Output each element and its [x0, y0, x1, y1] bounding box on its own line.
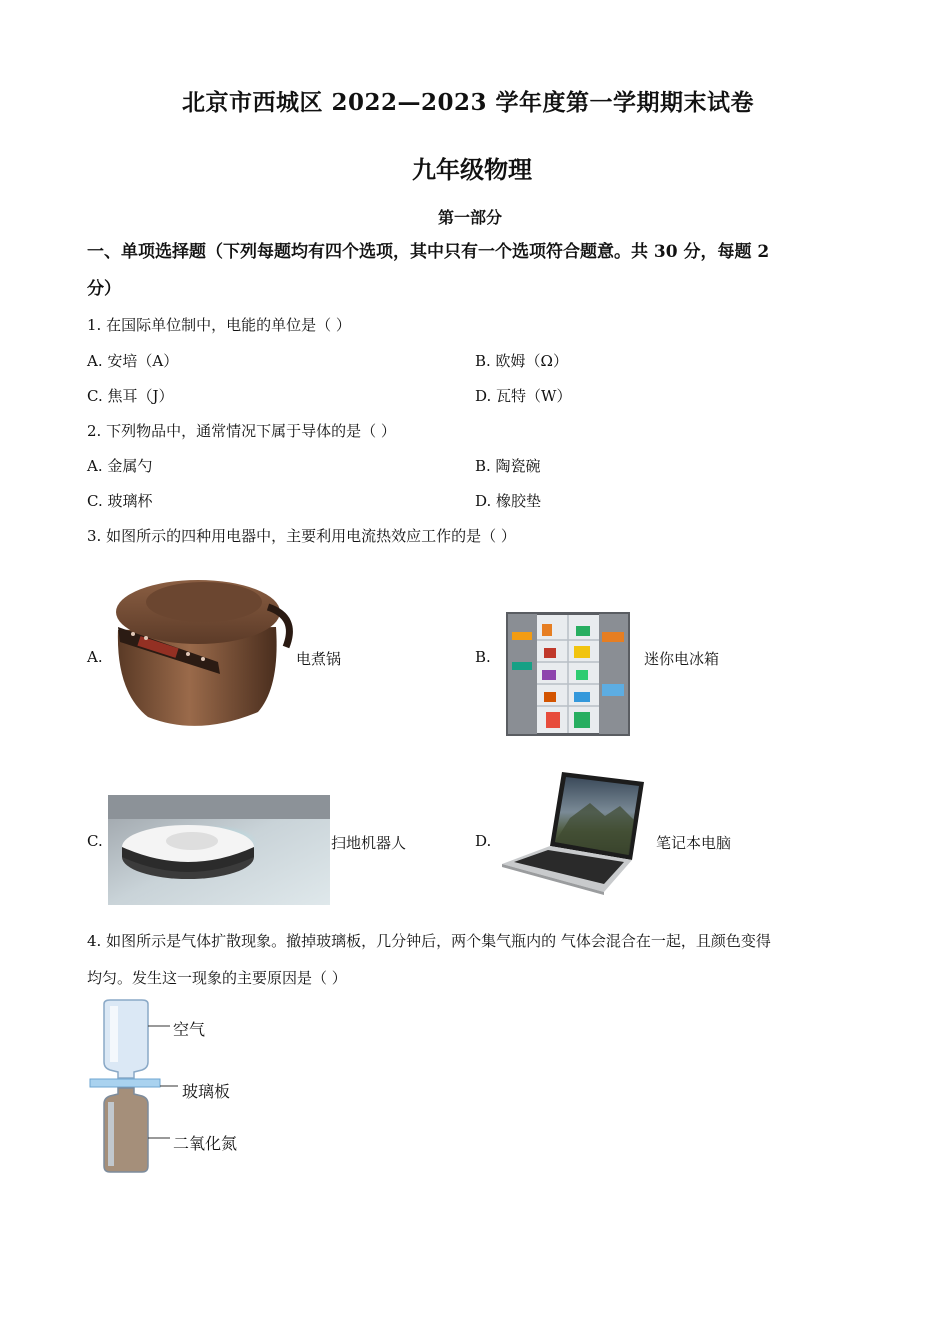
- question-2-option-c: C. 玻璃杯: [87, 492, 153, 510]
- rice-cooker-image: [108, 572, 294, 732]
- question-1-option-a: A. 安培（A）: [87, 352, 179, 370]
- question-2-option-a: A. 金属勺: [87, 457, 153, 475]
- question-3-stem: 3. 如图所示的四种用电器中，主要利用电流热效应工作的是（ ）: [87, 527, 516, 545]
- question-4-stem-line2: 均匀。发生这一现象的主要原因是（ ）: [87, 969, 347, 987]
- question-2-option-d: D. 橡胶垫: [475, 492, 542, 510]
- question-3-option-c-caption: 扫地机器人: [331, 834, 407, 852]
- question-3-option-a-letter: A.: [87, 648, 103, 666]
- question-3-option-c-letter: C.: [87, 832, 103, 850]
- exam-title: 北京市西城区 2022—2023 学年度第一学期期末试卷: [182, 89, 755, 116]
- question-1-option-d: D. 瓦特（W）: [475, 387, 572, 405]
- diagram-label-glass-plate: 玻璃板: [182, 1082, 231, 1101]
- question-3-option-d-caption: 笔记本电脑: [656, 834, 732, 852]
- section-heading-line1: 一、单项选择题（下列每题均有四个选项，其中只有一个选项符合题意。共 30 分，每题 2: [87, 242, 770, 262]
- gas-diffusion-diagram: [86, 998, 176, 1176]
- exam-subtitle: 九年级物理: [412, 155, 532, 184]
- question-1-option-b: B. 欧姆（Ω）: [475, 352, 568, 370]
- question-2-option-b: B. 陶瓷碗: [475, 457, 541, 475]
- question-3-option-a-caption: 电煮锅: [296, 650, 342, 668]
- robot-vacuum-image: [108, 795, 330, 905]
- question-3-option-d-letter: D.: [475, 832, 492, 850]
- fridge-image: [506, 612, 630, 736]
- diagram-label-no2: 二氧化氮: [173, 1134, 238, 1153]
- section-heading-line2: 分）: [87, 279, 121, 299]
- question-3-option-b-caption: 迷你电冰箱: [644, 650, 720, 668]
- part-heading: 第一部分: [438, 208, 503, 227]
- diagram-label-air: 空气: [173, 1020, 206, 1039]
- question-1-stem: 1. 在国际单位制中，电能的单位是（ ）: [87, 316, 351, 334]
- laptop-image: [500, 768, 646, 896]
- question-1-option-c: C. 焦耳（J）: [87, 387, 174, 405]
- question-2-stem: 2. 下列物品中，通常情况下属于导体的是（ ）: [87, 422, 396, 440]
- question-3-option-b-letter: B.: [475, 648, 491, 666]
- question-4-stem-line1: 4. 如图所示是气体扩散现象。撤掉玻璃板，几分钟后，两个集气瓶内的 气体会混合在一起，且颜色变得: [87, 932, 771, 950]
